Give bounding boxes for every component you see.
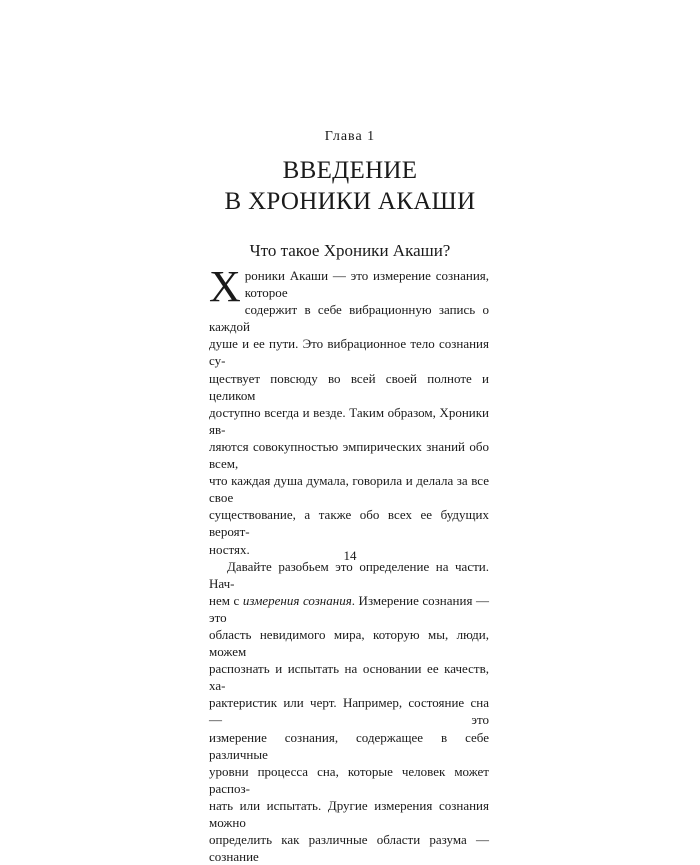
text-line: ществует повсюду во всей своей полноте и целиком	[209, 370, 489, 403]
text-line	[209, 592, 489, 626]
text-line: рактеристик или черт. Например, состояние сна — это	[209, 695, 489, 728]
text-line: распознать и испытать на основании ее качеств, ха-	[209, 661, 489, 694]
text-line: ностях.	[209, 541, 250, 557]
chapter-title	[0, 155, 700, 217]
chapter-label: Глава 1	[324, 129, 376, 144]
text-line: нать или испытать. Другие измерения сознания можно	[209, 797, 489, 830]
text-line: ляются совокупностью эмпирических знаний обо всем,	[209, 438, 489, 472]
text-line: Давайте разобьем это определение на части. Нач-	[209, 558, 489, 591]
text-line: измерение сознания, содержащее в себе различные	[209, 729, 489, 762]
section-title: Что такое Хроники Акаши?	[249, 241, 451, 260]
body-text	[209, 262, 489, 865]
text-line: что каждая душа думала, говорила и делала за все свое	[209, 473, 489, 506]
text-line: содержит в себе вибрационную запись о каждой	[209, 302, 489, 335]
text-fragment: . Измерение сознания — это	[209, 592, 489, 625]
paragraph	[209, 558, 489, 865]
drop-cap: Х	[209, 262, 241, 311]
text-fragment: нем с	[209, 592, 243, 608]
italic-term: измерения сознания	[242, 592, 352, 608]
text-line: доступно всегда и везде. Таким образом, Хроники яв-	[209, 404, 489, 437]
text-line: определить как различные области разума — сознание	[209, 832, 489, 865]
page-number: 14	[343, 548, 357, 563]
chapter-title-line: В ХРОНИКИ АКАШИ	[224, 188, 476, 215]
chapter-title-line: ВВЕДЕНИЕ	[282, 157, 418, 184]
text-line: душе и ее пути. Это вибрационное тело сознания су-	[209, 336, 489, 369]
text-line: роники Акаши — это измерение сознания, которое	[244, 268, 489, 301]
paragraph	[209, 262, 489, 558]
text-line: область невидимого мира, которую мы, люди, можем	[209, 626, 489, 660]
text-line: существование, а также обо всех ее будущих вероят-	[209, 507, 489, 540]
text-line: уровни процесса сна, которые человек может распоз-	[209, 763, 489, 796]
